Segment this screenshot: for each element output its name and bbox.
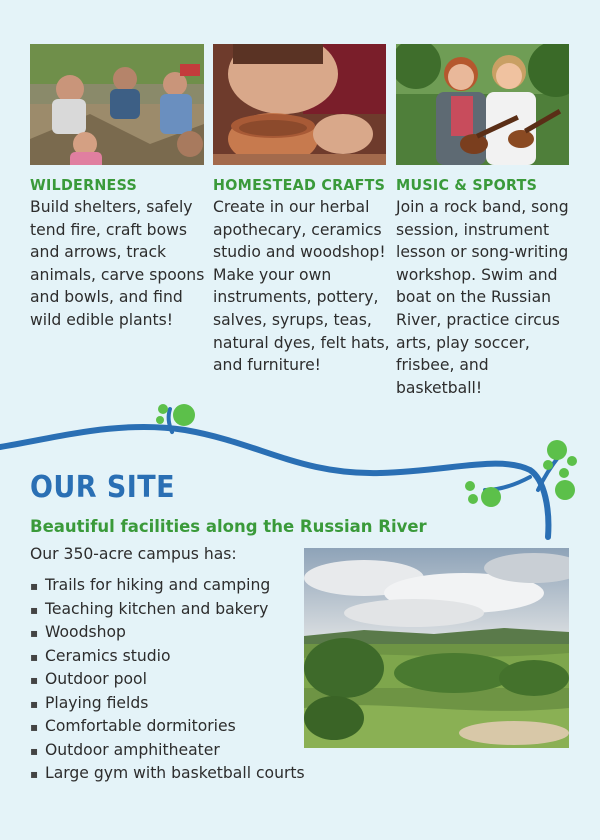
wilderness-heading: WILDERNESS xyxy=(30,176,138,194)
facility-label: Outdoor pool xyxy=(45,670,147,688)
facility-label: Trails for hiking and camping xyxy=(45,576,271,594)
bullet-icon: ▪ xyxy=(30,626,39,640)
pottery-photo xyxy=(213,44,386,165)
leaf-dot xyxy=(567,456,577,466)
wilderness-photo xyxy=(30,44,204,165)
campus-intro: Our 350-acre campus has: xyxy=(30,545,237,563)
bullet-icon: ▪ xyxy=(30,602,39,617)
bullet-icon: ▪ xyxy=(30,673,39,687)
bullet-icon: ▪ xyxy=(30,579,39,593)
leaf-dot xyxy=(547,440,567,460)
bullet-icon: ▪ xyxy=(30,767,39,781)
facility-label: Outdoor amphitheater xyxy=(45,740,220,759)
music-sports-column xyxy=(396,176,574,399)
our-site-heading: OUR SITE xyxy=(30,470,176,505)
facility-item xyxy=(30,692,305,716)
leaf-dot xyxy=(468,494,478,504)
facility-item xyxy=(30,621,305,645)
facility-item xyxy=(30,715,305,739)
facility-label: Ceramics studio xyxy=(45,646,171,665)
homestead-crafts-heading: HOMESTEAD CRAFTS xyxy=(213,176,386,194)
our-site-subtitle: Beautiful facilities along the Russian River xyxy=(30,517,427,536)
facility-label: Teaching kitchen and bakery xyxy=(45,599,269,618)
leaf-dot xyxy=(158,404,168,414)
facility-label: Large gym with basketball courts xyxy=(45,764,305,782)
bullet-icon: ▪ xyxy=(30,743,39,758)
facility-item xyxy=(30,598,305,622)
leaf-dot xyxy=(173,404,195,426)
bullet-icon: ▪ xyxy=(30,720,39,734)
landscape-photo xyxy=(304,548,569,748)
facility-label: Playing fields xyxy=(45,693,149,712)
facility-item xyxy=(30,645,305,669)
facility-item xyxy=(30,668,305,692)
facility-label: Comfortable dormitories xyxy=(45,717,236,735)
music-sports-description: Join a rock band, song session, instrument lesson or song-writing workshop. Swim and boat on the Russian River, practice circus arts, play soccer, frisbee, and basketball! xyxy=(396,198,569,397)
vine-branch-left xyxy=(169,409,172,432)
homestead-crafts-column xyxy=(213,176,391,377)
wilderness-description: Build shelters, safely tend fire, craft bows and arrows, track animals, carve spoons and bowls, and find wild edible plants! xyxy=(30,198,205,329)
leaf-dot xyxy=(543,460,553,470)
bullet-icon: ▪ xyxy=(30,649,39,664)
music-sports-heading: MUSIC & SPORTS xyxy=(396,176,538,194)
leaf-dot xyxy=(481,487,501,507)
homestead-crafts-description: Create in our herbal apothecary, ceramics studio and woodshop! Make your own instruments, pottery, salves, syrups, teas, natural dyes, felt hats, and furniture! xyxy=(213,198,390,375)
wilderness-column xyxy=(30,176,208,332)
facility-item xyxy=(30,739,305,763)
leaf-dot xyxy=(156,416,164,424)
facilities-list xyxy=(30,574,305,786)
facility-label: Woodshop xyxy=(45,623,126,641)
facility-item xyxy=(30,762,305,786)
facility-item xyxy=(30,574,305,598)
leaf-dot xyxy=(465,481,475,491)
leaf-dot xyxy=(559,468,569,478)
leaf-dot xyxy=(555,480,575,500)
music-photo xyxy=(396,44,569,165)
bullet-icon: ▪ xyxy=(30,696,39,711)
